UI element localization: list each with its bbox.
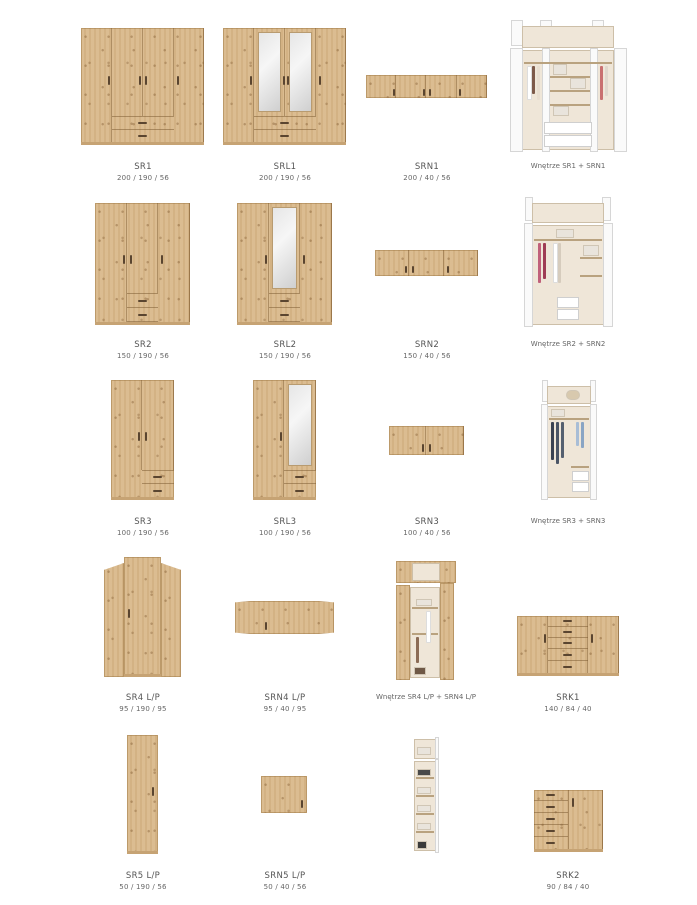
srk2-chest-image (534, 790, 603, 852)
srl2-wardrobe-image (237, 203, 332, 325)
sr1-srn1-interior-label (488, 162, 648, 170)
sr4-label (63, 693, 223, 713)
sr5-wardrobe-image (127, 735, 158, 854)
srk2-label (488, 871, 648, 891)
sr1-label (63, 162, 223, 182)
sr1-wardrobe-image (81, 28, 204, 145)
product-dimensions: 50 / 190 / 56 (119, 883, 167, 891)
interior-caption: Wnętrze SR4 L/P + SRN4 L/P (376, 693, 476, 701)
sr5-srn5-interior-image (412, 737, 440, 853)
product-name: SRL2 (273, 340, 297, 350)
product-dimensions: 50 / 40 / 56 (263, 883, 307, 891)
srl1-wardrobe-image (223, 28, 346, 145)
product-dimensions: 140 / 84 / 40 (544, 705, 592, 713)
srn5-top-cabinet-image (261, 776, 307, 813)
product-name: SRK1 (556, 693, 580, 703)
sr2-srn2-interior-image (522, 195, 614, 329)
product-dimensions: 200 / 190 / 56 (116, 174, 170, 182)
srl3-wardrobe-image (253, 380, 316, 500)
product-dimensions: 100 / 190 / 56 (258, 529, 312, 537)
srn4-label (205, 693, 365, 713)
product-name: SRK2 (556, 871, 580, 881)
product-dimensions: 150 / 40 / 56 (403, 352, 451, 360)
srn1-top-cabinet-image (366, 75, 487, 98)
srk1-label (488, 693, 648, 713)
product-dimensions: 95 / 40 / 95 (263, 705, 307, 713)
sr4-srn4-interior-label (346, 693, 506, 701)
interior-caption: Wnętrze SR2 + SRN2 (530, 340, 606, 348)
sr4-srn4-interior-image (396, 555, 456, 682)
sr4-corner-wardrobe-image (104, 557, 181, 677)
srn2-top-cabinet-image (375, 250, 478, 276)
srn3-top-cabinet-image (389, 426, 464, 455)
srn1-label (347, 162, 507, 182)
product-dimensions: 95 / 190 / 95 (119, 705, 167, 713)
product-name: SRN3 (414, 517, 440, 527)
product-dimensions: 200 / 40 / 56 (403, 174, 451, 182)
product-dimensions: 150 / 190 / 56 (258, 352, 312, 360)
srl2-label (205, 340, 365, 360)
sr2-label (63, 340, 223, 360)
interior-caption: Wnętrze SR1 + SRN1 (530, 162, 606, 170)
product-name: SRN2 (414, 340, 440, 350)
interior-caption: Wnętrze SR3 + SRN3 (530, 517, 606, 525)
product-name: SRN4 L/P (264, 693, 306, 703)
sr3-label (63, 517, 223, 537)
srk1-chest-image (517, 616, 619, 676)
sr1-srn1-interior-image (508, 18, 628, 152)
srn2-label (347, 340, 507, 360)
product-dimensions: 200 / 190 / 56 (258, 174, 312, 182)
product-dimensions: 100 / 40 / 56 (403, 529, 451, 537)
sr3-srn3-interior-label (488, 517, 648, 525)
product-name: SR4 L/P (125, 693, 161, 703)
sr2-wardrobe-image (95, 203, 190, 325)
product-dimensions: 150 / 190 / 56 (116, 352, 170, 360)
sr3-srn3-interior-image (540, 378, 598, 500)
product-name: SR5 L/P (125, 871, 161, 881)
sr3-wardrobe-image (111, 380, 174, 500)
product-name: SR2 (134, 340, 152, 350)
srl1-label (205, 162, 365, 182)
sr2-srn2-interior-label (488, 340, 648, 348)
srn5-label (205, 871, 365, 891)
product-dimensions: 100 / 190 / 56 (116, 529, 170, 537)
srn4-corner-top-cabinet-image (235, 601, 334, 634)
product-name: SRN5 L/P (264, 871, 306, 881)
product-name: SR3 (134, 517, 152, 527)
product-name: SRL3 (273, 517, 297, 527)
product-name: SRL1 (273, 162, 297, 172)
product-dimensions: 90 / 84 / 40 (546, 883, 590, 891)
sr5-label (63, 871, 223, 891)
srl3-label (205, 517, 365, 537)
srn3-label (347, 517, 507, 537)
product-name: SR1 (134, 162, 152, 172)
product-name: SRN1 (414, 162, 440, 172)
